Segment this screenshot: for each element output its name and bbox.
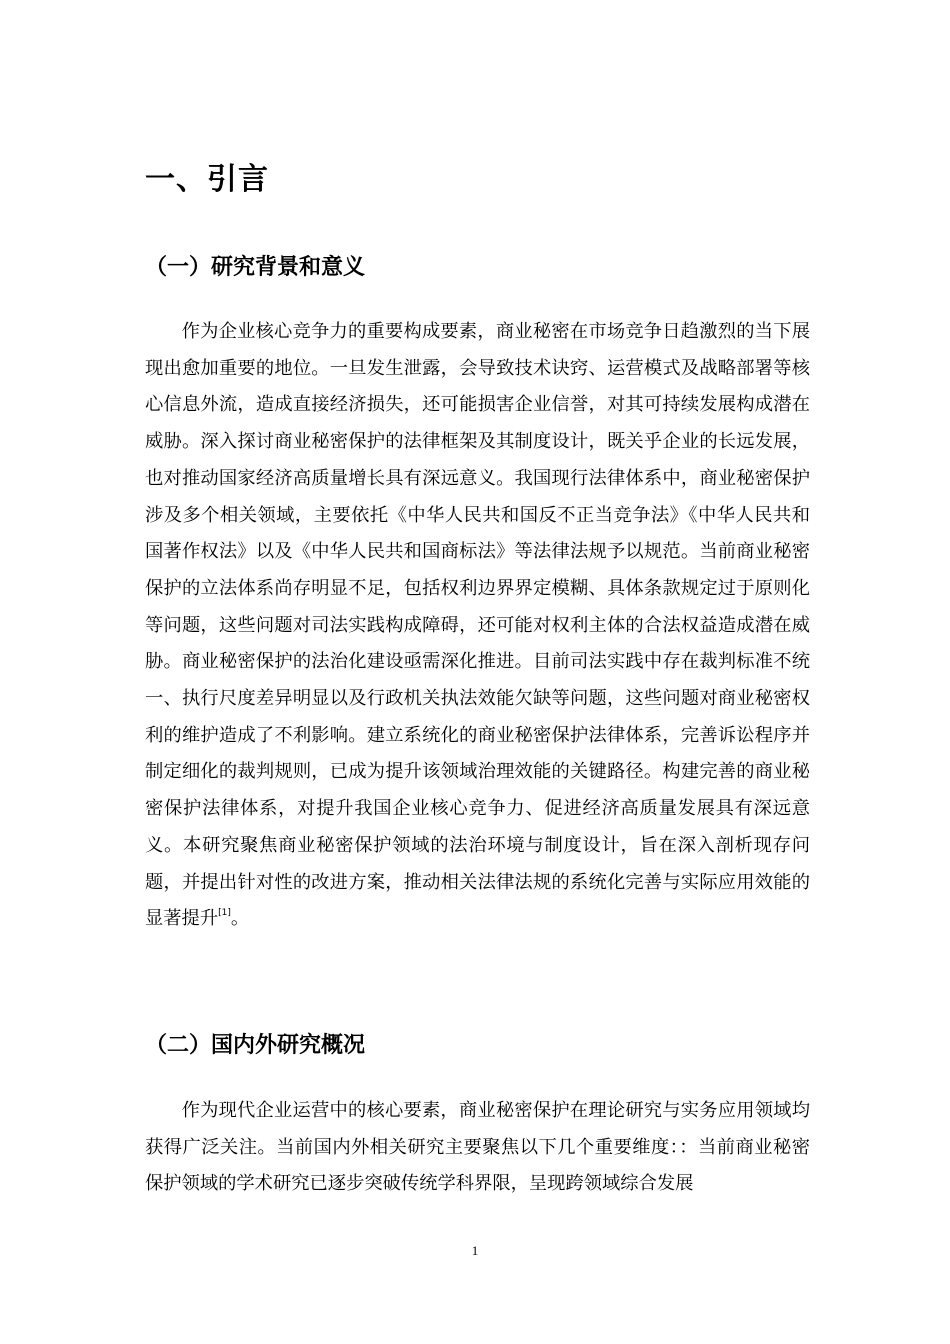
paragraph-background-ending: 。 xyxy=(230,908,250,930)
citation-marker: [1] xyxy=(218,908,231,919)
chapter-heading: 一、引言 xyxy=(145,162,269,197)
paragraph-background xyxy=(145,314,810,938)
paragraph-overview-text: 作为现代企业运营中的核心要素，商业秘密保护在理论研究与实务应用领域均获得广泛关注。当前国内外相关研究主要聚焦以下几个重要维度：：当前商业秘密保护领域的学术研究已逐步突破传统学科界限，呈现跨领域综合发展 xyxy=(145,1100,810,1195)
section-heading-overview: （二）国内外研究概况 xyxy=(145,1033,366,1058)
paragraph-overview xyxy=(145,1093,810,1203)
section-heading-background: （一）研究背景和意义 xyxy=(145,255,366,280)
paragraph-background-text: 作为企业核心竞争力的重要构成要素，商业秘密在市场竞争日趋激烈的当下展现出愈加重要的地位。一旦发生泄露，会导致技术诀窍、运营模式及战略部署等核心信息外流，造成直接经济损失，还可能损害企业信誉，对其可持续发展构成潜在威胁。深入探讨商业秘密保护的法律框架及其制度设计，既关乎企业的长远发展，也对推动国家经济高质量增长具有深远意义。我国现行法律体系中，商业秘密保护涉及多个相关领域，主要依托《中华人民共和国反不正当竞争法》《中华人民共和国著作权法》以及《中华人民共和国商标法》等法律法规予以规范。当前商业秘密保护的立法体系尚存明显不足，包括权利边界界定模糊、具体条款规定过于原则化等问题，这些问题对司法实践构成障碍，还可能对权利主体的合法权益造成潜在威胁。商业秘密保护的法治化建设亟需深化推进。目前司法实践中存在裁判标准不统一、执行尺度差异明显以及行政机关执法效能欠缺等问题，这些问题对商业秘密权利的维护造成了不利影响。建立系统化的商业秘密保护法律体系，完善诉讼程序并制定细化的裁判规则，已成为提升该领域治理效能的关键路径。构建完善的商业秘密保护法律体系，对提升我国企业核心竞争力、促进经济高质量发展具有深远意义。本研究聚焦商业秘密保护领域的法治环境与制度设计，旨在深入剖析现存问题，并提出针对性的改进方案，推动相关法律法规的系统化完善与实际应用效能的显著提升 xyxy=(145,321,810,930)
page-number: 1 xyxy=(471,1243,479,1258)
